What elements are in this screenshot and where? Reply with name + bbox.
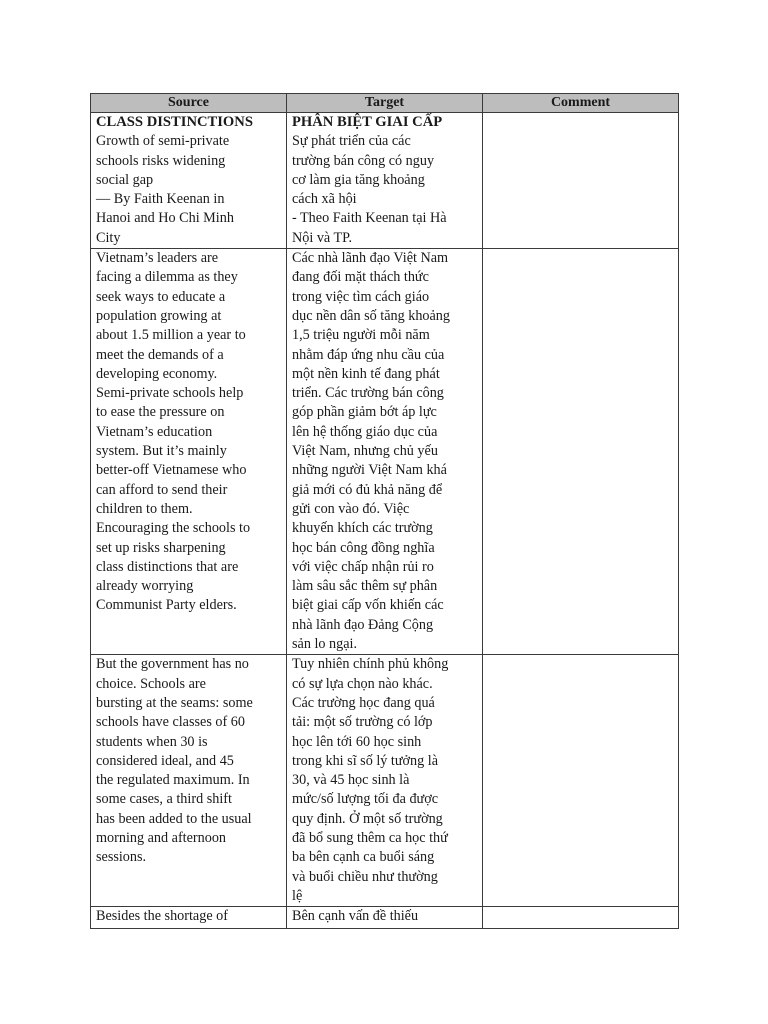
header-row [91, 94, 679, 113]
source-cell [91, 655, 287, 907]
source-cell [91, 113, 287, 249]
table-row [91, 249, 679, 655]
comment-cell [483, 655, 679, 907]
target-text: Các nhà lãnh đạo Việt Nam đang đối mặt thách thức trong việc tìm cách giáo dục nền dân số tăng khoảng 1,5 triệu người mỗi năm nhằm đáp ứng nhu cầu của một nền kinh tế đang phát triển. Các trường bán công góp phần giảm bớt áp lực lên hệ thống giáo dục của Việt Nam, nhưng chủ yếu những người Việt Nam khá giả mới có đủ khả năng để gửi con vào đó. Việc khuyến khích các trường học bán công đồng nghĩa với việc chấp nhận rủi ro làm sâu sắc thêm sự phân biệt giai cấp vốn khiến các nhà lãnh đạo Đảng Cộng sản lo ngại. [292, 250, 450, 653]
source-text: Besides the shortage of [96, 908, 228, 925]
target-cell [287, 113, 483, 249]
comment-cell [483, 907, 679, 929]
header-target: Target [287, 94, 483, 113]
target-heading: PHÂN BIỆT GIAI CẤP [292, 114, 443, 130]
table-row [91, 907, 679, 929]
source-text: But the government has no choice. Schools are bursting at the seams: some schools have classes of 60 students when 30 is considered ideal, and 45 the regulated maximum. In some cases, a third shift has been added to the usual morning and afternoon sessions. [96, 656, 253, 866]
header-source: Source [91, 94, 287, 113]
source-heading: CLASS DISTINCTIONS [96, 114, 253, 130]
comment-cell [483, 113, 679, 249]
target-text: Tuy nhiên chính phủ không có sự lựa chọn nào khác. Các trường học đang quá tải: một số trường có lớp học lên tới 60 học sinh trong khi sĩ số lý tưởng là 30, và 45 học sinh là mức/số lượng tối đa được quy định. Ở một số trường đã bổ sung thêm ca học thứ ba bên cạnh ca buổi sáng và buổi chiều như thường lệ [292, 656, 449, 904]
target-cell [287, 249, 483, 655]
comment-cell [483, 249, 679, 655]
header-comment: Comment [483, 94, 679, 113]
source-cell [91, 249, 287, 655]
source-text: Vietnam’s leaders are facing a dilemma as they seek ways to educate a population growing at about 1.5 million a year to meet the demands of a developing economy. Semi-private schools help to ease the pressure on Vietnam’s education system. But it’s mainly better-off Vietnamese who can afford to send their children to them. Encouraging the schools to set up risks sharpening class distinctions that are already worrying Communist Party elders. [96, 250, 251, 614]
table-row [91, 113, 679, 249]
target-text: Sự phát triển của các trường bán công có nguy cơ làm gia tăng khoảng cách xã hội - Theo Faith Keenan tại Hà Nội và TP. [292, 133, 447, 246]
source-cell [91, 907, 287, 929]
target-cell [287, 655, 483, 907]
source-text: Growth of semi-private schools risks widening social gap — By Faith Keenan in Hanoi and Ho Chi Minh City [96, 133, 234, 246]
translation-table [90, 93, 679, 929]
target-text: Bên cạnh vấn đề thiếu [292, 908, 419, 925]
target-cell [287, 907, 483, 929]
table-row [91, 655, 679, 907]
